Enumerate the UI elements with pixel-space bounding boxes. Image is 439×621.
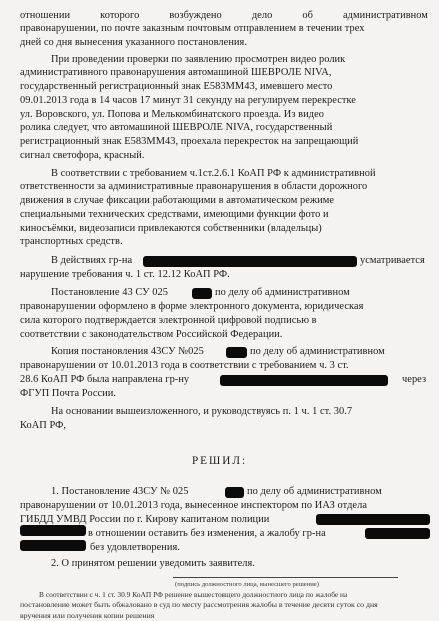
signature-caption: (подпись должностного лица, вынесшего решение) [175, 581, 319, 588]
body-line: киносъёмки, видеозаписи привлекаются собственники (владельцы) [20, 223, 322, 234]
body-line: в отношении оставить без изменения, а жалобу гр-на [88, 528, 326, 539]
body-line: усматривается [360, 255, 425, 266]
redaction-bar [143, 256, 357, 267]
redaction-bar [20, 525, 86, 536]
word: дело [251, 10, 273, 21]
body-line: дней со дня вынесения указанного постановления. [20, 37, 248, 48]
body-line: На основании вышеизложенного, и руководствуясь п. 1 ч. 1 ст. 30.7 [51, 406, 353, 417]
redaction-bar [192, 288, 212, 299]
word: отношении [20, 10, 71, 21]
body-line: правонарушении от 10.01.2013 года, вынесенное инспектором по ИАЗ отдела [20, 500, 367, 511]
body-line: 09.01.2013 года в 14 часов 17 минут 31 секунду на регулируем перекрестке [20, 95, 356, 106]
body-line: по делу об административном [215, 287, 350, 298]
body-line: по делу об административном [247, 486, 382, 497]
redaction-bar [316, 514, 430, 525]
body-line [20, 9, 428, 22]
body-line: административного правонарушения автомашиной ШЕВРОЛЕ NIVA, [20, 67, 332, 78]
body-line: правонарушении, по почте заказным почтовым отправлением в течении трех [20, 23, 365, 34]
footnote-line: вручения или получения копии решения [20, 610, 155, 620]
word: возбуждено [169, 10, 222, 21]
footnote-line: постановление может быть обжаловано в суд по месту рассмотрения жалобы в течение десяти суток со дня [20, 600, 378, 610]
redaction-bar [365, 528, 430, 539]
body-line: регистрационный знак Е583ММ43, проехала перекресток на запрещающий [20, 136, 359, 147]
body-line: правонарушении оформлено в форме электронного документа, юридическая [20, 301, 364, 312]
body-line: ГИБДД УМВД России по г. Кирову капитаном полиции [20, 514, 270, 525]
body-line: нарушение требования ч. 1 ст. 12.12 КоАП РФ. [20, 269, 230, 280]
word: которого [100, 10, 140, 21]
body-line: 1. Постановление 43СУ № 025 [51, 486, 189, 497]
body-line: транспортных средств. [20, 236, 123, 247]
body-line: ФГУП Почта России. [20, 388, 117, 399]
body-line: ролика следует, что автомашиной ШЕВРОЛЕ NIVA, государственный [20, 122, 333, 133]
body-line: через [402, 374, 427, 385]
footnote-line: В соответствии с ч. 1 ст. 30.9 КоАП РФ решение вышестоящего должностного лица по жалобе на [39, 590, 348, 599]
body-line: сигнал светофора, красный. [20, 150, 145, 161]
signature-line [173, 577, 398, 578]
word: об [302, 10, 313, 21]
body-line: соответствии с законодательством Российской Федерации. [20, 329, 283, 340]
body-line: При проведении проверки по заявлению просмотрен видео ролик [51, 54, 346, 65]
decision-title: РЕШИЛ: [191, 455, 248, 467]
body-line: сила которого подтверждается электронной цифровой подписью в [20, 315, 317, 326]
body-line: специальными технических средствами, имеющими функции фото и [20, 209, 329, 220]
redaction-bar [220, 375, 388, 386]
body-line: по делу об административном [250, 346, 385, 357]
body-line: В соответствии с требованием ч.1ст.2.6.1 КоАП РФ к административной [51, 168, 376, 179]
redaction-bar [20, 540, 86, 551]
body-line: ответственности за административные правонарушения в области дорожного [20, 181, 368, 192]
body-line: движения в случае фиксации работающими в автоматическом режиме [20, 195, 334, 206]
body-line: В действиях гр-на [51, 255, 133, 266]
redaction-bar [225, 487, 244, 498]
body-line: государственный регистрационный знак Е583ММ43, имевшего место [20, 81, 333, 92]
body-line: 28.6 КоАП РФ была направлена гр-ну [20, 374, 190, 385]
redaction-bar [226, 347, 247, 358]
body-line: 2. О принятом решении уведомить заявителя. [51, 558, 256, 569]
body-line: КоАП РФ, [20, 420, 67, 431]
body-line: Копия постановления 43СУ №025 [51, 346, 204, 357]
word: административном [343, 10, 428, 21]
body-line: правонарушении от 10.01.2013 года в соответствии с требованием ч. 3 ст. [20, 360, 349, 371]
body-line: ул. Воровского, ул. Попова и Мелькомбинатского проезда. Из видео [20, 109, 324, 120]
body-line: Постановление 43 СУ 025 [51, 287, 168, 298]
footnote [20, 590, 428, 621]
body-line: без удовлетворения. [90, 542, 181, 553]
